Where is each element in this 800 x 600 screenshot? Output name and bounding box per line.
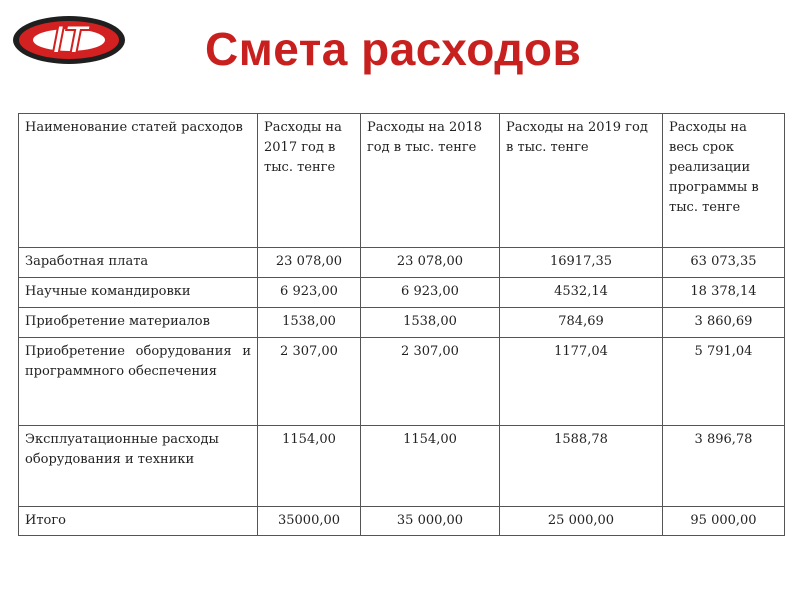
column-header-total: Расходы на весь срок реализации программы в тыс. тенге <box>663 114 785 248</box>
row-total: 5 791,04 <box>663 338 785 426</box>
row-2018: 1154,00 <box>361 426 500 507</box>
row-2018: 23 078,00 <box>361 248 500 278</box>
row-total: 63 073,35 <box>663 248 785 278</box>
table-row <box>19 338 785 426</box>
logo-text: IT <box>52 18 88 62</box>
table-row <box>19 248 785 278</box>
row-2017: 23 078,00 <box>258 248 361 278</box>
row-2018: 35 000,00 <box>361 507 500 536</box>
row-2019: 784,69 <box>500 308 663 338</box>
row-2019: 1177,04 <box>500 338 663 426</box>
row-name: Эксплуатационные расходы оборудования и техники <box>19 426 258 507</box>
row-2017: 6 923,00 <box>258 278 361 308</box>
row-2019: 16917,35 <box>500 248 663 278</box>
row-name: Заработная плата <box>19 248 258 278</box>
row-2017: 1538,00 <box>258 308 361 338</box>
row-2018: 2 307,00 <box>361 338 500 426</box>
row-name: Приобретение материалов <box>19 308 258 338</box>
column-header-2017: Расходы на 2017 год в тыс. тенге <box>258 114 361 248</box>
table-row <box>19 308 785 338</box>
page-title: Смета расходов <box>205 23 582 75</box>
row-2017: 35000,00 <box>258 507 361 536</box>
row-2019: 4532,14 <box>500 278 663 308</box>
row-name-line-2: программного обеспечения <box>25 364 217 379</box>
row-2019: 1588,78 <box>500 426 663 507</box>
table-header-row <box>19 114 785 248</box>
table-row <box>19 426 785 507</box>
row-2017: 1154,00 <box>258 426 361 507</box>
row-total: 18 378,14 <box>663 278 785 308</box>
row-name: Научные командировки <box>19 278 258 308</box>
budget-table <box>18 113 785 536</box>
column-header-name: Наименование статей расходов <box>19 114 258 248</box>
row-name <box>19 338 258 426</box>
it-logo-icon <box>10 8 128 68</box>
table-total-row <box>19 507 785 536</box>
column-header-2018: Расходы на 2018 год в тыс. тенге <box>361 114 500 248</box>
row-name: Итого <box>19 507 258 536</box>
row-2018: 1538,00 <box>361 308 500 338</box>
row-2017: 2 307,00 <box>258 338 361 426</box>
row-total: 3 896,78 <box>663 426 785 507</box>
row-total: 3 860,69 <box>663 308 785 338</box>
table-row <box>19 278 785 308</box>
row-2018: 6 923,00 <box>361 278 500 308</box>
row-2019: 25 000,00 <box>500 507 663 536</box>
column-header-2019: Расходы на 2019 год в тыс. тенге <box>500 114 663 248</box>
row-name-line-1: Приобретение оборудования и <box>25 344 251 359</box>
row-total: 95 000,00 <box>663 507 785 536</box>
